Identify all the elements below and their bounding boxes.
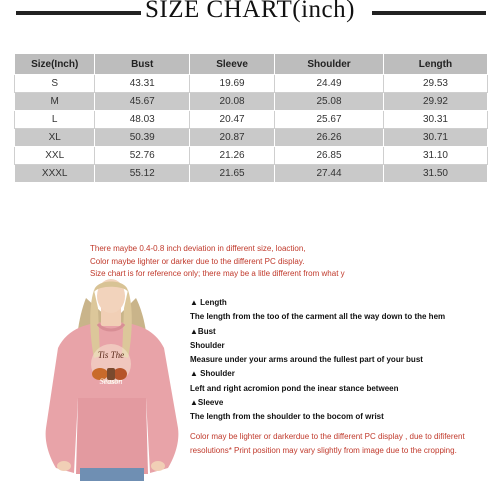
print-text-line-1: Tis The: [97, 350, 125, 360]
guide-line: ▲ Shoulder: [190, 369, 235, 379]
deviation-notes: [90, 243, 345, 281]
cell: 20.47: [190, 111, 275, 129]
cell: 19.69: [190, 75, 275, 93]
note-line: Size chart is for reference only; there may be a litle different from what y: [90, 269, 345, 278]
cell: 25.67: [275, 111, 384, 129]
cell: 55.12: [95, 165, 190, 183]
page-title: SIZE CHART(inch): [0, 0, 500, 24]
cell: 26.85: [275, 147, 384, 165]
cell: S: [15, 75, 95, 93]
cell: 21.65: [190, 165, 275, 183]
header-bust: Bust: [95, 54, 190, 75]
footer-note-line: resolutions* Print position may vary slightly from image due to the cropping.: [190, 445, 457, 455]
cell: 20.87: [190, 129, 275, 147]
cell: M: [15, 93, 95, 111]
cell: L: [15, 111, 95, 129]
guide-line: ▲Bust: [190, 326, 216, 336]
cell: 25.08: [275, 93, 384, 111]
cell: XXL: [15, 147, 95, 165]
header-shoulder: Shoulder: [275, 54, 384, 75]
cell: 29.92: [383, 93, 487, 111]
guide-line: The length from the shoulder to the bocom of wrist: [190, 412, 384, 422]
guide-line: ▲ Length: [190, 298, 227, 307]
note-line: Color maybe lighter or darker due to the different PC display.: [90, 256, 305, 266]
guide-line: Left and right acromion pond the inear stance between: [190, 383, 399, 393]
table-row: [15, 129, 488, 147]
header-sleeve: Sleeve: [190, 54, 275, 75]
footer-note-line: Color may be lighter or darkerdue to the different PC display , due to dififerent: [190, 431, 465, 441]
header-length: Length: [383, 54, 487, 75]
guide-line: Measure under your arms around the fullest part of your bust: [190, 355, 423, 365]
table-header-row: [15, 54, 488, 75]
table-row: [15, 111, 488, 129]
cell: 43.31: [95, 75, 190, 93]
cell: 48.03: [95, 111, 190, 129]
header-size: Size(Inch): [15, 54, 95, 75]
cell: 31.10: [383, 147, 487, 165]
size-chart-table: [14, 53, 488, 183]
table-row: [15, 147, 488, 165]
cell: 50.39: [95, 129, 190, 147]
guide-line: The length from the too of the carment all the way down to the hem: [190, 312, 446, 322]
cell: 21.26: [190, 147, 275, 165]
cell: 24.49: [275, 75, 384, 93]
cell: 30.71: [383, 129, 487, 147]
print-text-line-2: Season: [99, 377, 123, 386]
cell: XL: [15, 129, 95, 147]
note-line: There maybe 0.4-0.8 inch deviation in different size, loaction,: [90, 244, 306, 253]
cell: 31.50: [383, 165, 487, 183]
model-photo: [38, 278, 184, 481]
cell: 30.31: [383, 111, 487, 129]
cell: 27.44: [275, 165, 384, 183]
table-row: [15, 75, 488, 93]
guide-line: ▲Sleeve: [190, 398, 224, 408]
table-row: [15, 93, 488, 111]
cell: XXXL: [15, 165, 95, 183]
measurement-guide: [190, 296, 495, 458]
title-bar: [0, 0, 500, 26]
table-row: [15, 165, 488, 183]
cell: 52.76: [95, 147, 190, 165]
cell: 29.53: [383, 75, 487, 93]
cell: 20.08: [190, 93, 275, 111]
cell: 26.26: [275, 129, 384, 147]
guide-line: Shoulder: [190, 340, 225, 350]
cell: 45.67: [95, 93, 190, 111]
